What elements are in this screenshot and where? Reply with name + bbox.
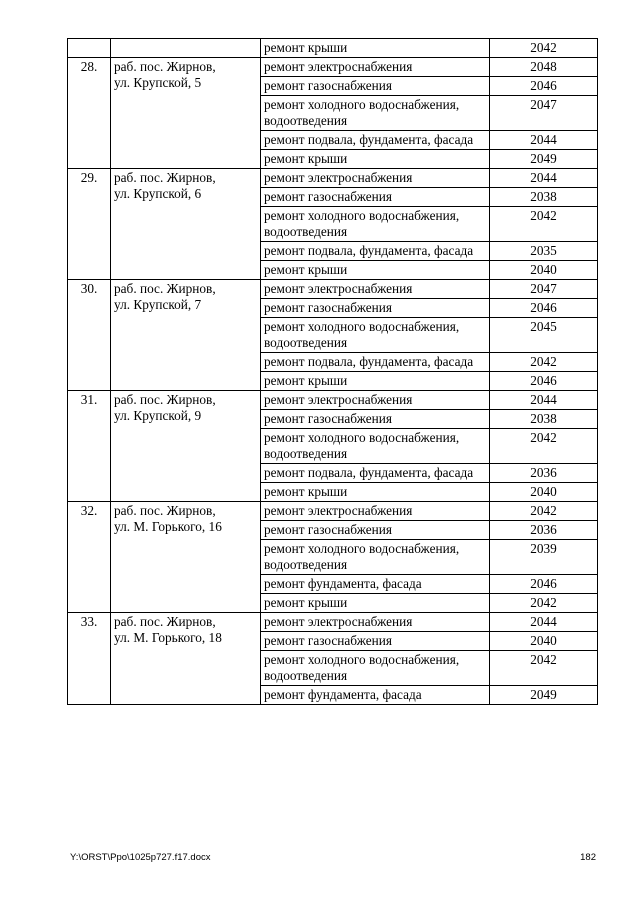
year-cell: 2048 — [490, 58, 598, 77]
year-cell: 2044 — [490, 613, 598, 632]
year-cell: 2047 — [490, 96, 598, 131]
work-type-cell: ремонт холодного водоснабжения, водоотведения — [261, 651, 490, 686]
address-cell: раб. пос. Жирнов, ул. Крупской, 6 — [111, 169, 261, 280]
table-row — [68, 58, 598, 77]
year-cell: 2044 — [490, 131, 598, 150]
work-type-cell: ремонт газоснабжения — [261, 299, 490, 318]
year-cell: 2040 — [490, 483, 598, 502]
work-type-cell: ремонт фундамента, фасада — [261, 686, 490, 705]
year-cell: 2049 — [490, 150, 598, 169]
work-type-cell: ремонт крыши — [261, 483, 490, 502]
work-type-cell: ремонт крыши — [261, 150, 490, 169]
work-type-cell: ремонт подвала, фундамента, фасада — [261, 353, 490, 372]
year-cell: 2044 — [490, 391, 598, 410]
table-row — [68, 169, 598, 188]
year-cell: 2042 — [490, 207, 598, 242]
work-type-cell: ремонт подвала, фундамента, фасада — [261, 464, 490, 483]
row-number-cell: 33. — [68, 613, 111, 705]
work-type-cell: ремонт электроснабжения — [261, 169, 490, 188]
year-cell: 2042 — [490, 39, 598, 58]
work-type-cell: ремонт крыши — [261, 372, 490, 391]
address-cell: раб. пос. Жирнов, ул. М. Горького, 16 — [111, 502, 261, 613]
address-cell — [111, 39, 261, 58]
work-type-cell: ремонт холодного водоснабжения, водоотведения — [261, 540, 490, 575]
year-cell: 2049 — [490, 686, 598, 705]
work-type-cell: ремонт подвала, фундамента, фасада — [261, 131, 490, 150]
year-cell: 2038 — [490, 188, 598, 207]
year-cell: 2040 — [490, 632, 598, 651]
address-cell: раб. пос. Жирнов, ул. Крупской, 7 — [111, 280, 261, 391]
work-type-cell: ремонт подвала, фундамента, фасада — [261, 242, 490, 261]
work-type-cell: ремонт газоснабжения — [261, 77, 490, 96]
footer-page-number: 182 — [580, 852, 596, 863]
year-cell: 2047 — [490, 280, 598, 299]
row-number-cell: 32. — [68, 502, 111, 613]
work-type-cell: ремонт газоснабжения — [261, 410, 490, 429]
address-cell: раб. пос. Жирнов, ул. Крупской, 5 — [111, 58, 261, 169]
work-type-cell: ремонт газоснабжения — [261, 521, 490, 540]
work-type-cell: ремонт газоснабжения — [261, 188, 490, 207]
work-type-cell: ремонт электроснабжения — [261, 613, 490, 632]
work-type-cell: ремонт холодного водоснабжения, водоотведения — [261, 429, 490, 464]
work-type-cell: ремонт холодного водоснабжения, водоотведения — [261, 318, 490, 353]
table-row — [68, 39, 598, 58]
row-number-cell — [68, 39, 111, 58]
year-cell: 2040 — [490, 261, 598, 280]
work-type-cell: ремонт электроснабжения — [261, 502, 490, 521]
table-row — [68, 280, 598, 299]
work-type-cell: ремонт крыши — [261, 39, 490, 58]
year-cell: 2042 — [490, 594, 598, 613]
address-cell: раб. пос. Жирнов, ул. М. Горького, 18 — [111, 613, 261, 705]
year-cell: 2044 — [490, 169, 598, 188]
work-type-cell: ремонт фундамента, фасада — [261, 575, 490, 594]
work-type-cell: ремонт электроснабжения — [261, 391, 490, 410]
year-cell: 2036 — [490, 464, 598, 483]
table-row — [68, 502, 598, 521]
footer-file-path: Y:\ORST\Ppo\1025p727.f17.docx — [70, 852, 211, 863]
year-cell: 2035 — [490, 242, 598, 261]
table-row — [68, 391, 598, 410]
year-cell: 2036 — [490, 521, 598, 540]
row-number-cell: 29. — [68, 169, 111, 280]
repair-schedule-table — [67, 38, 598, 705]
work-type-cell: ремонт холодного водоснабжения, водоотведения — [261, 207, 490, 242]
year-cell: 2042 — [490, 429, 598, 464]
year-cell: 2046 — [490, 575, 598, 594]
work-type-cell: ремонт газоснабжения — [261, 632, 490, 651]
address-cell: раб. пос. Жирнов, ул. Крупской, 9 — [111, 391, 261, 502]
year-cell: 2038 — [490, 410, 598, 429]
work-type-cell: ремонт холодного водоснабжения, водоотведения — [261, 96, 490, 131]
table-body — [68, 39, 598, 705]
row-number-cell: 28. — [68, 58, 111, 169]
year-cell: 2046 — [490, 372, 598, 391]
table-row — [68, 613, 598, 632]
year-cell: 2046 — [490, 299, 598, 318]
row-number-cell: 31. — [68, 391, 111, 502]
work-type-cell: ремонт электроснабжения — [261, 58, 490, 77]
year-cell: 2046 — [490, 77, 598, 96]
work-type-cell: ремонт крыши — [261, 261, 490, 280]
work-type-cell: ремонт электроснабжения — [261, 280, 490, 299]
year-cell: 2045 — [490, 318, 598, 353]
year-cell: 2042 — [490, 502, 598, 521]
year-cell: 2039 — [490, 540, 598, 575]
row-number-cell: 30. — [68, 280, 111, 391]
year-cell: 2042 — [490, 651, 598, 686]
work-type-cell: ремонт крыши — [261, 594, 490, 613]
year-cell: 2042 — [490, 353, 598, 372]
